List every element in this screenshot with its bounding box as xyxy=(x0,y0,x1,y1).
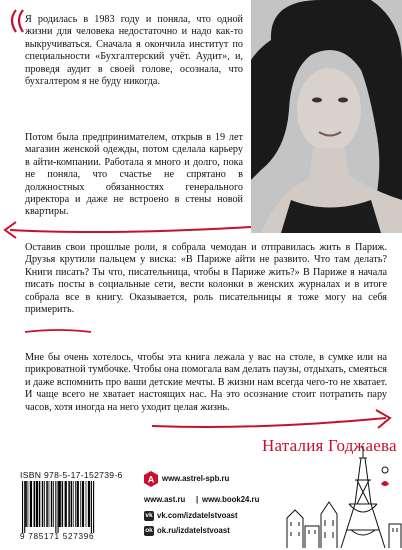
barcode-bar xyxy=(82,481,84,527)
eiffel-tower-icon xyxy=(285,440,402,550)
barcode-bar xyxy=(46,481,48,527)
underline-stroke xyxy=(23,327,93,335)
isbn-text: ISBN 978-5-17-152739-6 xyxy=(20,470,123,480)
barcode-bar xyxy=(65,481,67,527)
publisher-ok[interactable]: ok.ru/izdatelstvoast xyxy=(157,526,230,535)
barcode-bar xyxy=(55,481,56,533)
ok-icon: ok xyxy=(145,527,153,534)
quote-mark-icon xyxy=(4,8,26,34)
barcode-bar xyxy=(73,481,74,527)
barcode-bar xyxy=(75,481,76,527)
barcode-bar xyxy=(80,481,81,527)
barcode-bar xyxy=(71,481,73,527)
barcode-bar xyxy=(88,481,90,527)
barcode-bar xyxy=(22,481,23,533)
publisher-site-astrel[interactable]: www.astrel-spb.ru xyxy=(162,474,230,483)
barcode-bar xyxy=(59,481,61,527)
barcode-block xyxy=(20,470,135,546)
barcode-bar xyxy=(86,481,87,527)
barcode-bar xyxy=(42,481,44,527)
barcode-bar xyxy=(44,481,45,527)
svg-text:А: А xyxy=(147,474,155,485)
barcode-bar xyxy=(30,481,32,527)
barcode-bar xyxy=(58,481,59,533)
publisher-info xyxy=(144,470,274,546)
paragraph-wish: Мне бы очень хотелось, чтобы эта книга лежала у вас на столе, в сумке или на прикроватной тумбочке. Чтобы она помогала вам делать паузы, отдыхать, смеяться и даже вспомнить про ваши детские мечты. В жизни нам всегда чего-то не хватает. И чаще всего не хватает настоящих нас. На это осознание стоит потратить пару часов, хотя иногда на него уходит целая жизнь. xyxy=(25,352,387,413)
barcode-bar xyxy=(62,481,64,527)
author-name: Наталия Годжаева xyxy=(262,436,397,455)
publisher-site-ast[interactable]: www.ast.ru xyxy=(144,495,186,504)
publisher-site-book24[interactable]: www.book24.ru xyxy=(202,495,260,504)
barcode-bar xyxy=(36,481,38,527)
barcode-bar xyxy=(77,481,79,527)
barcode-bar xyxy=(24,481,25,533)
paragraph-intro: Я родилась в 1983 году и поняла, что одной жизни для человека недостаточно и надо как-то выкручиваться. Сначала я окончила институт по специальности «Бухгалтерский учёт. Аудит», и, проведя аудит в своей голове, осознала, что бухгалтером я не буду никогда. xyxy=(25,14,243,88)
author-photo xyxy=(251,0,402,233)
barcode-bar xyxy=(68,481,70,527)
vk-icon: vk xyxy=(145,512,153,519)
barcode-bar xyxy=(93,481,94,533)
separator: | xyxy=(196,495,199,504)
publisher-vk[interactable]: vk.com/izdatelstvoast xyxy=(157,511,238,520)
barcode-bar xyxy=(39,481,41,527)
barcode-icon xyxy=(20,481,135,533)
paragraph-paris: Оставив свои прошлые роли, я собрала чемодан и отправилась жить в Париж. Друзья крутили пальцем у виска: «В Париже айти не развито. Что там делать? Книги писать? Ты что, писательница, чтобы в Париже жить?» В Париже я начала писать посты в социальные сети, вести колонки в женских журналах и в итоге собрала все в книгу. Оказывается, роль писательницы я тоже могу на себя примерить. xyxy=(25,242,387,316)
paragraph-career: Потом была предпринимателем, открыв в 19 лет магазин женской одежды, потом сделала карьеру в айти-компании. Работала я много и долго, пока не поняла, что счастье не спрятано в должностных обязанностях генерального директора и даже не встроено в стены новой квартиры. xyxy=(25,132,243,218)
barcode-bar xyxy=(49,481,50,527)
barcode-bar xyxy=(28,481,29,527)
barcode-bar xyxy=(53,481,54,527)
astrel-logo-icon xyxy=(144,471,158,487)
barcode-bar xyxy=(91,481,92,533)
barcode-number: 9 785171 527396 xyxy=(20,532,95,541)
barcode-bar xyxy=(25,481,27,527)
barcode-bar xyxy=(34,481,36,527)
barcode-bar xyxy=(51,481,53,527)
